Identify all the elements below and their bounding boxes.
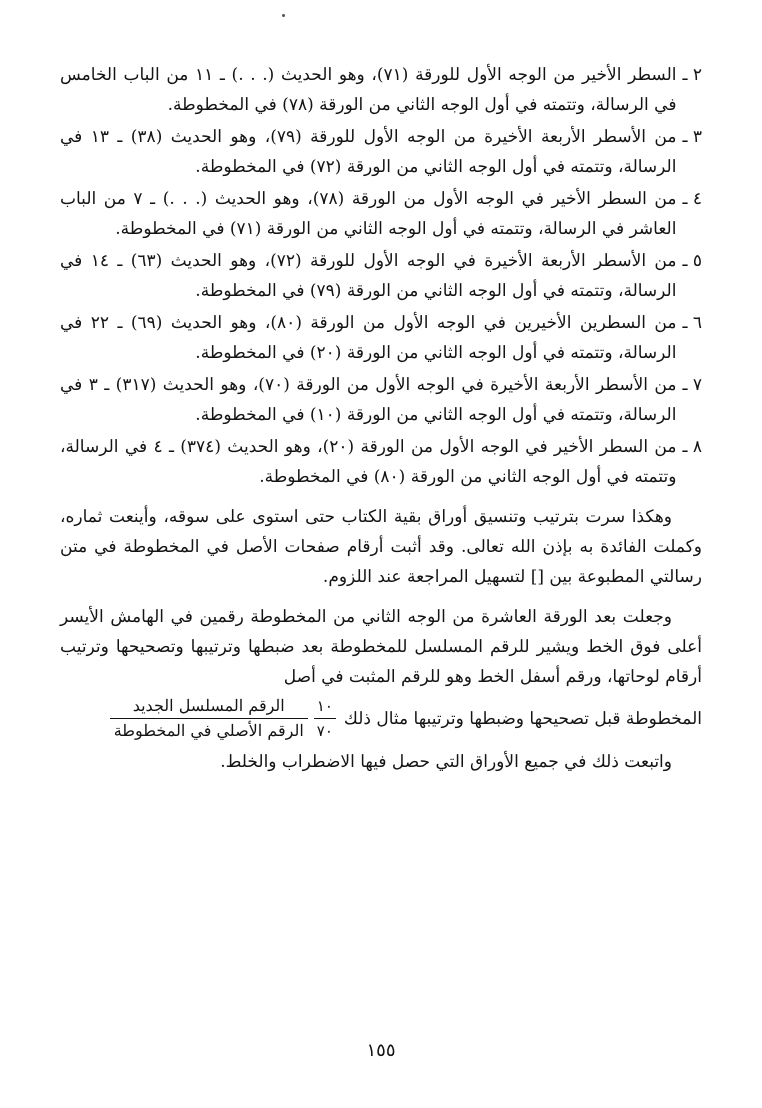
item-text: من السطرين الأخيرين في الوجه الأول من الورقة (٨٠)، وهو الحديث (٦٩) ـ ٢٢ في الرسالة، وتتمته في أول الوجه الثاني من الورقة (٢٠) في المخطوطة.	[60, 313, 677, 363]
fraction-numbers	[314, 694, 336, 743]
new-serial-number: ١٠	[314, 694, 336, 719]
item-number: ٥ ـ	[682, 251, 702, 271]
list-item	[60, 246, 702, 306]
item-number: ٣ ـ	[682, 127, 702, 147]
item-text: من الأسطر الأربعة الأخيرة من الوجه الأول للورقة (٧٩)، وهو الحديث (٣٨) ـ ١٣ في الرسالة، وتتمته في أول الوجه الثاني من الورقة (٧٢) في المخطوطة.	[60, 127, 677, 177]
item-number: ٢ ـ	[682, 65, 702, 85]
fraction-labels	[110, 694, 308, 743]
new-serial-label: الرقم المسلسل الجديد	[110, 694, 308, 719]
list-item	[60, 432, 702, 492]
numbering-example	[60, 694, 702, 743]
scan-speck	[282, 14, 285, 17]
numbering-fraction	[110, 694, 336, 743]
item-number: ٧ ـ	[682, 375, 702, 395]
paragraph-numbering: وجعلت بعد الورقة العاشرة من الوجه الثاني من المخطوطة رقمين في الهامش الأيسر أعلى فوق الخط ويشير للرقم المسلسل للمخطوطة بعد ضبطها وترتيبها وتصحيحها وترتيب أرقام لوحاتها، ورقم أسفل الخط وهو للرقم المثبت في أصل	[60, 607, 702, 687]
paragraph-arrangement: وهكذا سرت بترتيب وتنسيق أوراق بقية الكتاب حتى استوى على سوقه، وأينعت ثماره، وكملت الفائدة به بإذن الله تعالى. وقد أثبت أرقام صفحات الأصل في المخطوطة في متن رسالتي المطبوعة بين [] لتسهيل المراجعة عند اللزوم.	[60, 507, 702, 587]
item-text: من السطر الأخير في الوجه الأول من الورقة (٢٠)، وهو الحديث (٣٧٤) ـ ٤ في الرسالة، وتتمته في أول الوجه الثاني من الورقة (٨٠) في المخطوطة.	[60, 437, 677, 487]
list-item	[60, 122, 702, 182]
item-text: من السطر الأخير في الوجه الأول من الورقة (٧٨)، وهو الحديث (. . .) ـ ٧ من الباب العاشر في الرسالة، وتتمته في أول الوجه الثاني من الورقة (٧١) في المخطوطة.	[60, 189, 677, 239]
item-text: السطر الأخير من الوجه الأول للورقة (٧١)، وهو الحديث (. . .) ـ ١١ من الباب الخامس في الرسالة، وتتمته في أول الوجه الثاني من الورقة (٧٨) في المخطوطة.	[60, 65, 677, 115]
page-number: ١٥٥	[366, 1040, 396, 1061]
original-number: ٧٠	[316, 722, 333, 740]
item-number: ٨ ـ	[682, 437, 702, 457]
original-number-label: الرقم الأصلي في المخطوطة	[113, 721, 304, 740]
paragraph-closing: واتبعت ذلك في جميع الأوراق التي حصل فيها الاضطراب والخلط.	[220, 752, 672, 772]
list-item	[60, 184, 702, 244]
list-item	[60, 308, 702, 368]
item-text: من الأسطر الأربعة الأخيرة في الوجه الأول للورقة (٧٢)، وهو الحديث (٦٣) ـ ١٤ في الرسالة، وتتمته في أول الوجه الثاني من الورقة (٧٩) في المخطوطة.	[60, 251, 677, 301]
item-number: ٤ ـ	[682, 189, 702, 209]
list-item	[60, 60, 702, 120]
item-number: ٦ ـ	[682, 313, 702, 333]
example-lead-text: المخطوطة قبل تصحيحها وضبطها وترتيبها مثال ذلك	[343, 708, 702, 729]
page-body	[60, 60, 702, 794]
item-text: من الأسطر الأربعة الأخيرة في الوجه الأول من الورقة (٧٠)، وهو الحديث (٣١٧) ـ ٣ في الرسالة، وتتمته في أول الوجه الثاني من الورقة (١٠) في المخطوطة.	[60, 375, 677, 425]
list-item	[60, 370, 702, 430]
